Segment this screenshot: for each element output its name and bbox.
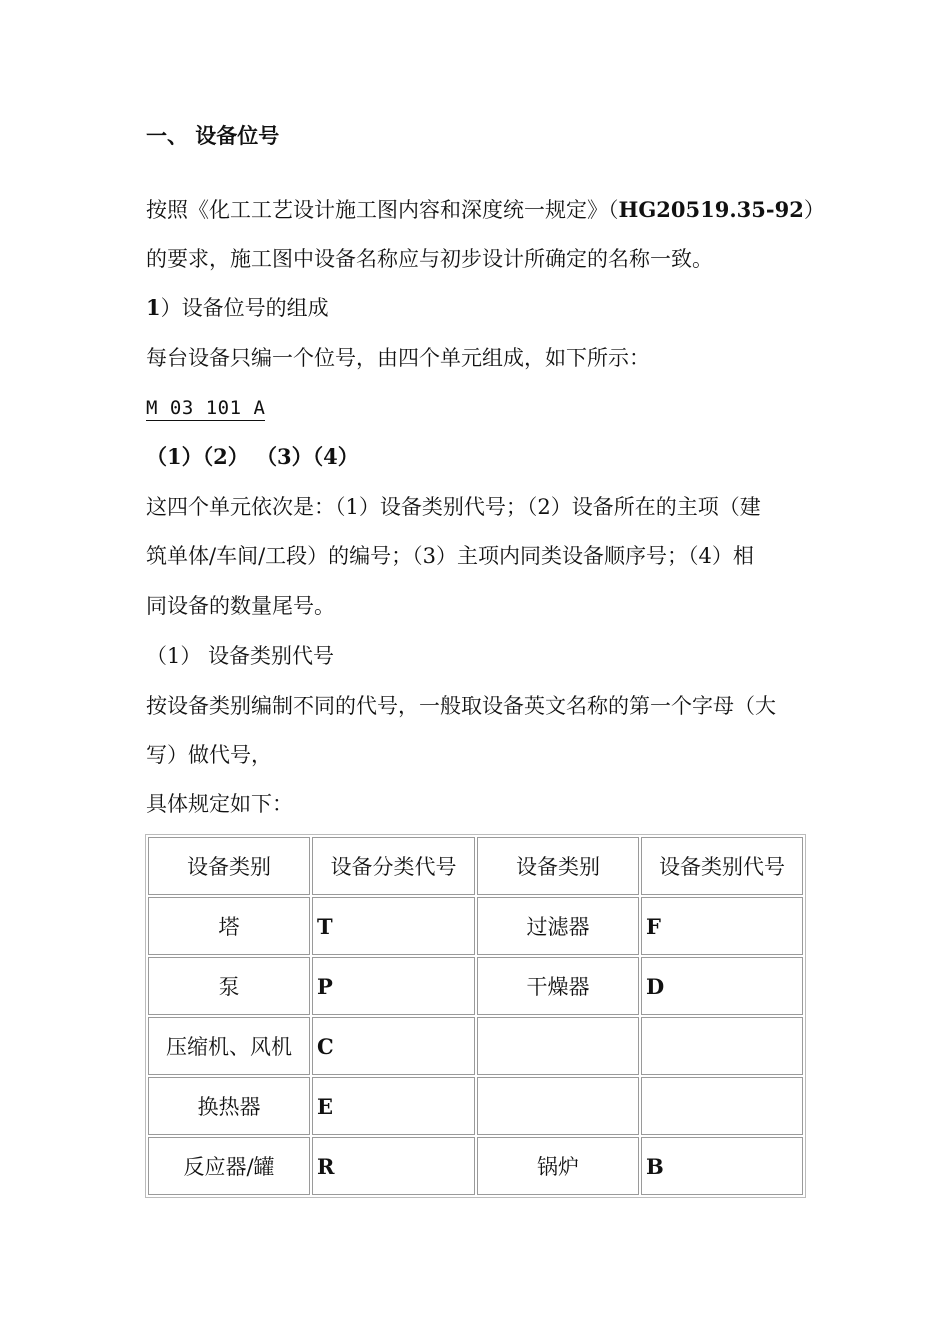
rule-line-1: 按设备类别编制不同的代号，一般取设备英文名称的第一个字母（大 — [146, 694, 776, 718]
composition-description: 每台设备只编一个位号，由四个单元组成，如下所示： — [146, 346, 650, 370]
category-cell: 换热器 — [148, 1077, 310, 1135]
units-line-1: 这四个单元依次是：（1）设备类别代号；（2）设备所在的主项（建 — [146, 495, 761, 519]
category-cell: 反应器/罐 — [148, 1137, 310, 1195]
units-line-2: 筑单体/车间/工段）的编号；（3）主项内同类设备顺序号；（4）相 — [146, 544, 754, 568]
code-cell: T — [312, 897, 475, 955]
intro-line-1 — [146, 196, 825, 224]
intro-line-2: 的要求，施工图中设备名称应与初步设计所确定的名称一致。 — [146, 247, 713, 271]
intro-line-1-prefix: 按照《化工工艺设计施工图内容和深度统一规定》（ — [146, 198, 619, 222]
subheading-number: 1 — [146, 295, 161, 320]
subheading-text: ）设备位号的组成 — [160, 296, 329, 320]
code-cell: P — [312, 957, 475, 1015]
category-cell: 干燥器 — [477, 957, 639, 1015]
header-cell: 设备类别 — [148, 837, 310, 895]
category-cell: 塔 — [148, 897, 310, 955]
category-cell — [477, 1017, 639, 1075]
code-cell: B — [641, 1137, 803, 1195]
rule-line-2: 写）做代号， — [146, 743, 272, 767]
code-cell — [641, 1017, 803, 1075]
table-row — [148, 1077, 803, 1135]
equipment-code-table — [145, 834, 806, 1198]
code-cell: C — [312, 1017, 475, 1075]
header-cell: 设备类别 — [477, 837, 639, 895]
category-cell: 过滤器 — [477, 897, 639, 955]
header-cell: 设备类别代号 — [641, 837, 803, 895]
subsection-title: （1） 设备类别代号 — [146, 644, 335, 668]
category-cell — [477, 1077, 639, 1135]
code-cell — [641, 1077, 803, 1135]
table-row — [148, 1137, 803, 1195]
table-row — [148, 1017, 803, 1075]
intro-line-1-suffix: ） — [803, 198, 825, 222]
section-heading: 一、 设备位号 — [146, 124, 280, 148]
rule-line-3: 具体规定如下： — [146, 792, 293, 816]
example-code-line — [146, 393, 265, 422]
standard-code: HG20519.35-92 — [618, 197, 804, 222]
table-row — [148, 897, 803, 955]
code-cell: F — [641, 897, 803, 955]
unit-markers: （1）（2） （3）（4） — [146, 444, 359, 469]
category-cell: 泵 — [148, 957, 310, 1015]
table-row — [148, 957, 803, 1015]
category-cell: 压缩机、风机 — [148, 1017, 310, 1075]
example-code: M 03 101 A — [146, 397, 266, 419]
subheading-composition — [146, 294, 329, 322]
code-cell: E — [312, 1077, 475, 1135]
category-cell: 锅炉 — [477, 1137, 639, 1195]
code-cell: R — [312, 1137, 475, 1195]
units-line-3: 同设备的数量尾号。 — [146, 594, 335, 618]
header-cell: 设备分类代号 — [312, 837, 475, 895]
table-header-row — [148, 837, 803, 895]
code-cell: D — [641, 957, 803, 1015]
